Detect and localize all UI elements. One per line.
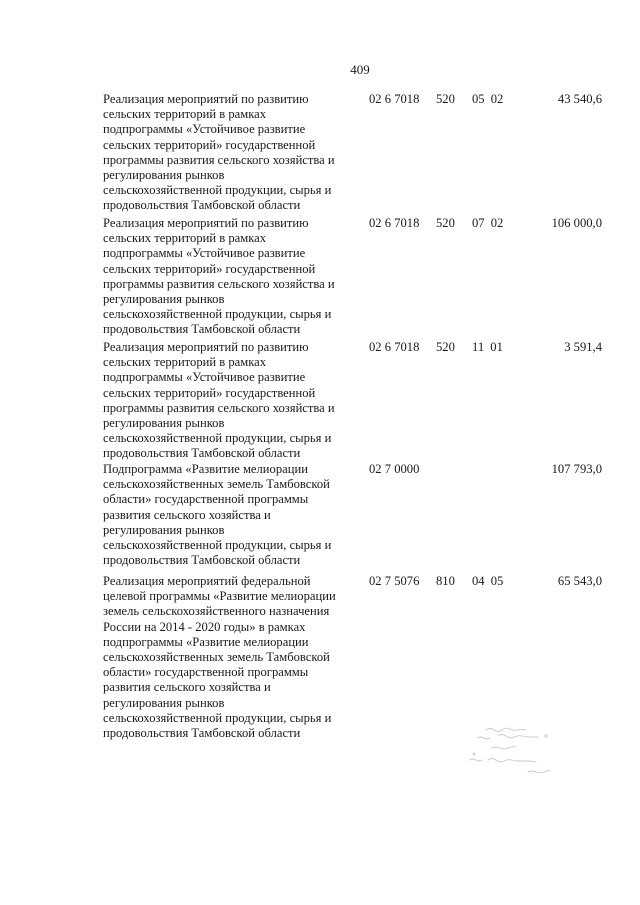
page-number: 409 — [350, 62, 370, 77]
row-description: Реализация мероприятий по развитию сельских территорий в рамках подпрограммы «Устойчивое развитие сельских территорий» государственной программы развития сельского хозяйства и регулирования рынков сельскохозяйственной продукции, сырья и продовольствия Тамбовской области — [103, 216, 335, 337]
target-article-code: 02 7 0000 — [369, 462, 420, 476]
section-subsection-code: 11 01 — [472, 340, 503, 354]
section-subsection-code: 05 02 — [472, 92, 504, 106]
section-subsection-code: 04 05 — [472, 574, 504, 588]
amount-value: 3 591,4 — [564, 340, 602, 354]
amount-value: 106 000,0 — [551, 216, 602, 230]
row-description: Реализация мероприятий федеральной целевой программы «Развитие мелиорации земель сельскохозяйственного назначения России на 2014 - 2020 годы» в рамках подпрограммы «Развитие мелиорации сельскохозяйственных земель Тамбовской области» государственной программы развития сельского хозяйства и регулирования рынков сельскохозяйственной продукции, сырья и продовольствия Тамбовской области — [103, 574, 336, 741]
amount-value: 107 793,0 — [551, 462, 602, 476]
row-description: Реализация мероприятий по развитию сельских территорий в рамках подпрограммы «Устойчивое развитие сельских территорий» государственной программы развития сельского хозяйства и регулирования рынков сельскохозяйственной продукции, сырья и продовольствия Тамбовской области — [103, 92, 335, 213]
table-row — [0, 216, 640, 340]
table-row — [0, 574, 640, 744]
section-subsection-code: 07 02 — [472, 216, 504, 230]
budget-table — [0, 92, 640, 744]
expense-type-code: 520 — [436, 216, 455, 230]
amount-value: 43 540,6 — [557, 92, 602, 106]
expense-type-code: 520 — [436, 340, 455, 354]
expense-type-code: 520 — [436, 92, 455, 106]
row-description: Подпрограмма «Развитие мелиорации сельскохозяйственных земель Тамбовской области» государственной программы развития сельского хозяйства и регулирования рынков сельскохозяйственной продукции, сырья и продовольствия Тамбовской области — [103, 462, 332, 568]
table-row — [0, 462, 640, 574]
target-article-code: 02 6 7018 — [369, 216, 420, 230]
table-row — [0, 340, 640, 462]
target-article-code: 02 6 7018 — [369, 92, 420, 106]
target-article-code: 02 7 5076 — [369, 574, 420, 588]
expense-type-code: 810 — [436, 574, 455, 588]
row-description: Реализация мероприятий по развитию сельских территорий в рамках подпрограммы «Устойчивое развитие сельских территорий» государственной программы развития сельского хозяйства и регулирования рынков сельскохозяйственной продукции, сырья и продовольствия Тамбовской области — [103, 340, 335, 461]
target-article-code: 02 6 7018 — [369, 340, 420, 354]
table-row — [0, 92, 640, 216]
amount-value: 65 543,0 — [557, 574, 602, 588]
